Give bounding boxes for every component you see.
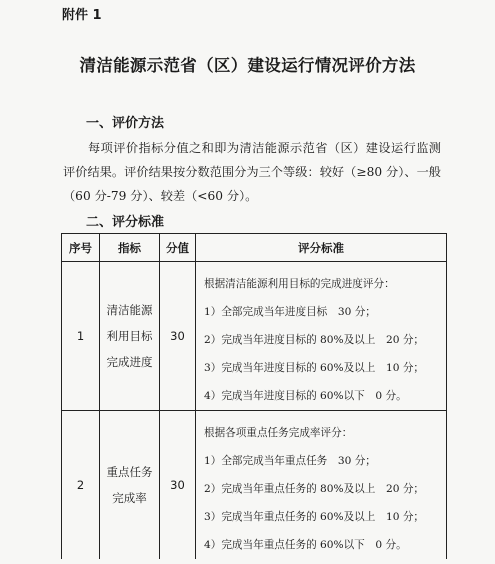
criteria-line: 根据各项重点任务完成率评分： bbox=[204, 427, 353, 439]
header-score: 分值 bbox=[160, 234, 196, 262]
table-row bbox=[62, 262, 447, 411]
indicator-line: 完成进度 bbox=[106, 355, 153, 369]
criteria-line: 根据清洁能源利用目标的完成进度评分： bbox=[204, 278, 395, 290]
row-criteria bbox=[196, 262, 447, 411]
criteria-line: 2）完成当年进度目标的 80%及以上 20 分； bbox=[204, 334, 424, 346]
criteria-line: 1）全部完成当年进度目标 30 分； bbox=[204, 306, 376, 318]
row-indicator bbox=[100, 411, 160, 560]
header-indicator: 指标 bbox=[100, 234, 160, 262]
indicator-line: 重点任务 bbox=[106, 465, 153, 479]
method-paragraph: 每项评价指标分值之和即为清洁能源示范省（区）建设运行监测评价结果。评价结果按分数范围分为三个等级：较好（≥80 分）、一般（60 分-79 分）、较差（<60 分）。 bbox=[63, 141, 441, 203]
row-indicator bbox=[100, 262, 160, 411]
table-header-row bbox=[62, 234, 447, 262]
criteria-line: 2）完成当年重点任务的 80%及以上 20 分； bbox=[204, 483, 424, 495]
scoring-table bbox=[61, 233, 447, 559]
criteria-line: 3）完成当年进度目标的 60%及以上 10 分； bbox=[204, 362, 424, 374]
header-no: 序号 bbox=[62, 234, 100, 262]
row-criteria bbox=[196, 411, 447, 560]
indicator-line: 清洁能源 bbox=[106, 303, 153, 317]
section-heading-criteria: 二、评分标准 bbox=[86, 215, 165, 230]
document-title: 清洁能源示范省（区）建设运行情况评价方法 bbox=[79, 56, 416, 75]
indicator-line: 完成率 bbox=[112, 491, 147, 505]
section-heading-method: 一、评价方法 bbox=[86, 116, 165, 131]
row-number: 2 bbox=[62, 411, 100, 560]
criteria-line: 4）完成当年重点任务的 60%以下 0 分。 bbox=[204, 539, 407, 551]
table-row bbox=[62, 411, 447, 560]
row-score: 30 bbox=[160, 262, 196, 411]
criteria-line: 3）完成当年重点任务的 60%及以上 10 分； bbox=[204, 511, 424, 523]
header-criteria: 评分标准 bbox=[196, 234, 447, 262]
row-number: 1 bbox=[62, 262, 100, 411]
indicator-line: 利用目标 bbox=[106, 329, 153, 343]
row-score: 30 bbox=[160, 411, 196, 560]
attachment-label: 附件 1 bbox=[62, 8, 102, 23]
criteria-line: 4）完成当年进度目标的 60%以下 0 分。 bbox=[204, 390, 407, 402]
criteria-line: 1）全部完成当年重点任务 30 分； bbox=[204, 455, 376, 467]
